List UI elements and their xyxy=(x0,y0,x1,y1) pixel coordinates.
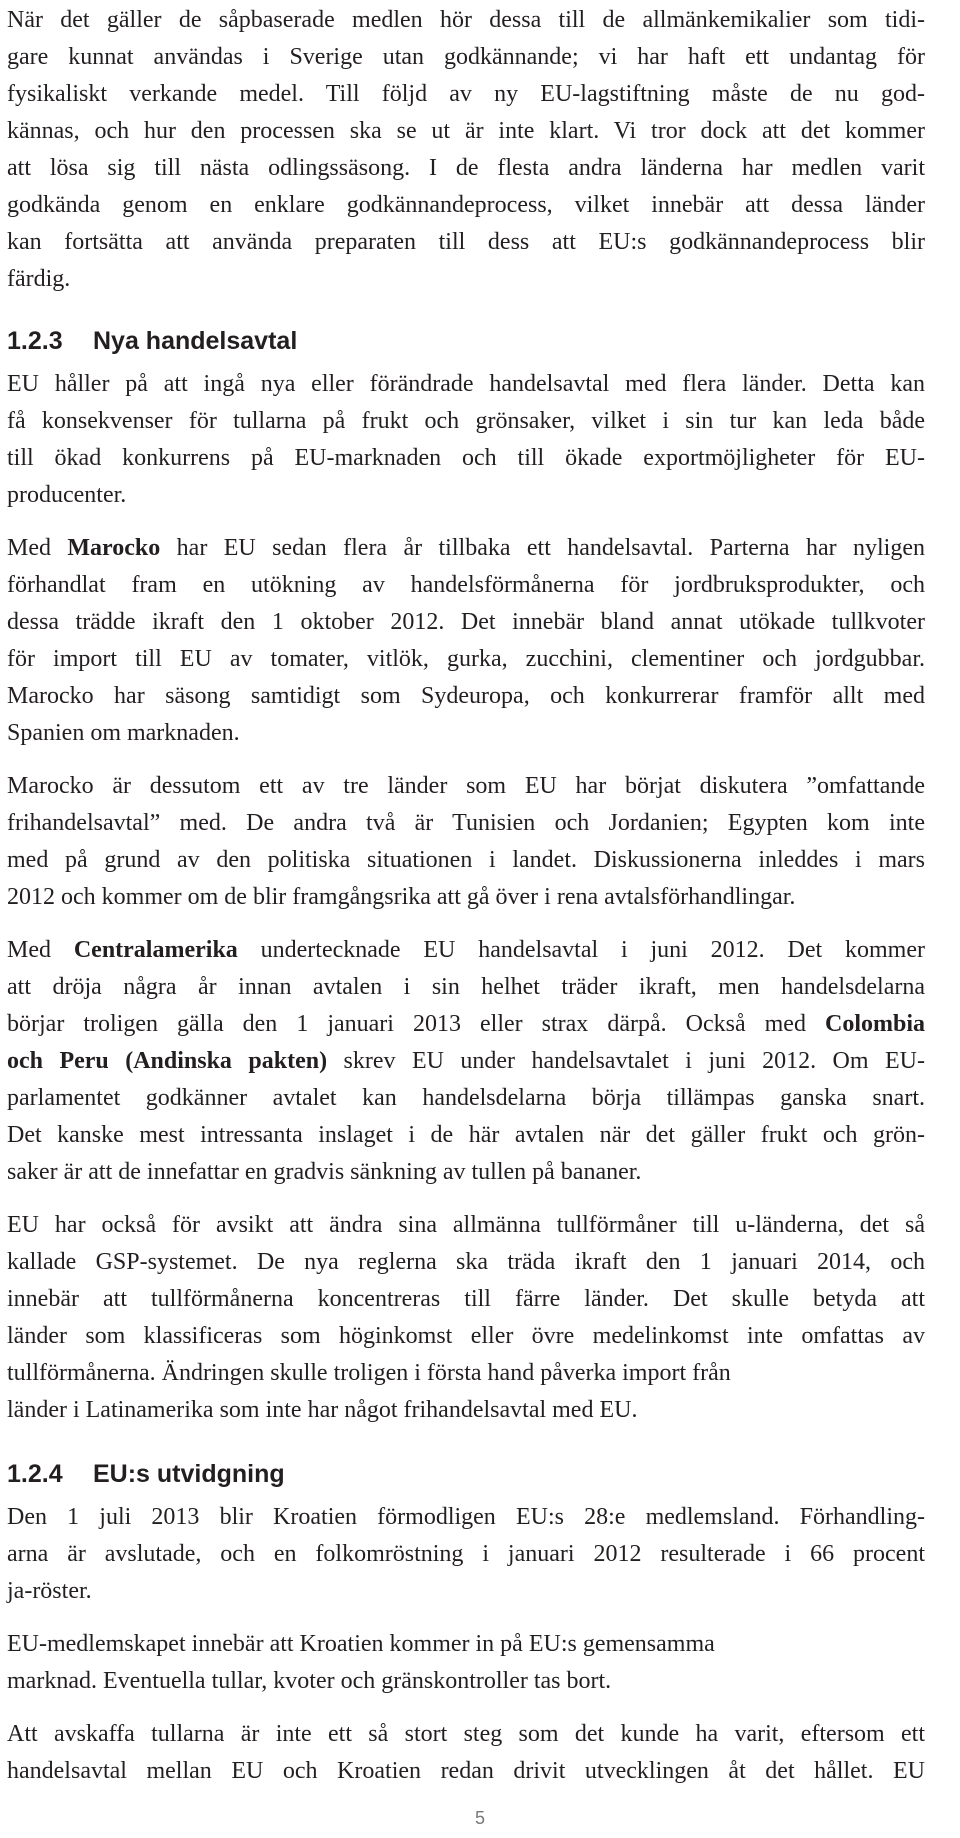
text-line: saker är att de innefattar en gradvis sänkning av tullen på bananer. xyxy=(7,1159,642,1185)
text-line: förhandlat fram en utökning av handelsförmånerna för jordbruksprodukter, och xyxy=(7,572,925,598)
text-line: innebär att tullförmånerna koncentreras till färre länder. Det skulle betyda att xyxy=(7,1286,925,1312)
text-line: marknad. Eventuella tullar, kvoter och gränskontroller tas bort. xyxy=(7,1668,612,1694)
text-line xyxy=(7,1043,925,1080)
section-number: 1.2.4 xyxy=(7,1460,63,1488)
text-line: färdig. xyxy=(7,266,71,292)
text-line: dessa trädde ikraft den 1 oktober 2012. Det innebär bland annat utökade tullkvoter xyxy=(7,609,925,635)
paragraph xyxy=(7,1499,925,1610)
text-line: kan fortsätta att använda preparaten till dess att EU:s godkännandeprocess blir xyxy=(7,229,925,255)
text-line: producenter. xyxy=(7,482,127,508)
text-line: godkända genom en enklare godkännandeprocess, vilket innebär att dessa länder xyxy=(7,192,925,218)
text-run: skrev EU under handelsavtalet i juni 2012. Om EU- xyxy=(327,1048,925,1074)
text-line: 2012 och kommer om de blir framgångsrika att gå över i rena avtalsförhandlingar. xyxy=(7,884,796,910)
text-line: tullförmånerna. Ändringen skulle troligen i första hand påverka import från xyxy=(7,1360,731,1386)
text-line: EU-medlemskapet innebär att Kroatien kommer in på EU:s gemensamma xyxy=(7,1631,715,1657)
text-line: ja-röster. xyxy=(7,1578,92,1604)
text-line: Spanien om marknaden. xyxy=(7,720,240,746)
text-line: arna är avslutade, och en folkomröstning i januari 2012 resulterade i 66 procent xyxy=(7,1541,925,1567)
text-run: har EU sedan flera år tillbaka ett handelsavtal. Parterna har nyligen xyxy=(160,535,925,561)
text-run: undertecknade EU handelsavtal i juni 2012. Det kommer xyxy=(237,937,925,963)
text-run: Med xyxy=(7,937,74,963)
text-line xyxy=(7,530,925,567)
text-line: frihandelsavtal” med. De andra två är Tunisien och Jordanien; Egypten kom inte xyxy=(7,810,925,836)
text-line: att lösa sig till nästa odlingssäsong. I de flesta andra länderna har medlen varit xyxy=(7,155,925,181)
paragraph xyxy=(7,1207,925,1429)
paragraph xyxy=(7,932,925,1191)
text-line: Den 1 juli 2013 blir Kroatien förmodligen EU:s 28:e medlemsland. Förhandling- xyxy=(7,1504,925,1530)
country-name: Marocko xyxy=(67,535,161,561)
text-line: länder som klassificeras som höginkomst eller övre medelinkomst inte omfattas av xyxy=(7,1323,925,1349)
text-line: När det gäller de såpbaserade medlen hör dessa till de allmänkemikalier som tidi- xyxy=(7,7,925,33)
paragraph xyxy=(7,2,925,298)
paragraph xyxy=(7,768,925,916)
text-line: handelsavtal mellan EU och Kroatien redan drivit utvecklingen åt det hållet. EU xyxy=(7,1758,925,1784)
text-line: EU håller på att ingå nya eller förändrade handelsavtal med flera länder. Detta kan xyxy=(7,371,925,397)
section-heading xyxy=(7,1459,925,1489)
text-line: länder i Latinamerika som inte har något frihandelsavtal med EU. xyxy=(7,1397,638,1423)
paragraph xyxy=(7,1716,925,1790)
page-number: 5 xyxy=(474,1808,485,1828)
text-line: kallade GSP-systemet. De nya reglerna ska träda ikraft den 1 januari 2014, och xyxy=(7,1249,925,1275)
section-number: 1.2.3 xyxy=(7,327,63,355)
paragraph xyxy=(7,530,925,752)
document-page xyxy=(7,0,925,1790)
section-title: Nya handelsavtal xyxy=(93,327,298,355)
text-line: Marocko har säsong samtidigt som Sydeuropa, och konkurrerar framför allt med xyxy=(7,683,925,709)
text-line: för import till EU av tomater, vitlök, gurka, zucchini, clementiner och jordgubbar. xyxy=(7,646,925,672)
text-line: Att avskaffa tullarna är inte ett så stort steg som det kunde ha varit, eftersom ett xyxy=(7,1721,925,1747)
country-name: och Peru (Andinska pakten) xyxy=(7,1048,328,1074)
text-line: fysikaliskt verkande medel. Till följd av ny EU-lagstiftning måste de nu god- xyxy=(7,81,925,107)
text-line xyxy=(7,1006,925,1043)
region-name: Centralamerika xyxy=(73,937,238,963)
paragraph xyxy=(7,1626,925,1700)
text-line: EU har också för avsikt att ändra sina allmänna tullförmåner till u-länderna, det så xyxy=(7,1212,925,1238)
text-line: få konsekvenser för tullarna på frukt och grönsaker, vilket i sin tur kan leda både xyxy=(7,408,925,434)
text-run: Med xyxy=(7,535,68,561)
text-line: till ökad konkurrens på EU-marknaden och till ökade exportmöjligheter för EU- xyxy=(7,445,925,471)
text-line: Marocko är dessutom ett av tre länder som EU har börjat diskutera ”omfattande xyxy=(7,773,925,799)
country-name: Colombia xyxy=(824,1011,925,1037)
paragraph xyxy=(7,366,925,514)
text-line: att dröja några år innan avtalen i sin helhet träder ikraft, men handelsdelarna xyxy=(7,974,925,1000)
text-line: parlamentet godkänner avtalet kan handelsdelarna börja tillämpas ganska snart. xyxy=(7,1085,925,1111)
text-line: med på grund av den politiska situationen i landet. Diskussionerna inleddes i mars xyxy=(7,847,925,873)
text-line xyxy=(7,932,925,969)
text-line: kännas, och hur den processen ska se ut är inte klart. Vi tror dock att det kommer xyxy=(7,118,925,144)
section-heading xyxy=(7,326,925,356)
section-title: EU:s utvidgning xyxy=(93,1460,285,1488)
text-run: börjar troligen gälla den 1 januari 2013 eller strax därpå. Också med xyxy=(7,1011,825,1037)
text-line: gare kunnat användas i Sverige utan godkännande; vi har haft ett undantag för xyxy=(7,44,925,70)
text-line: Det kanske mest intressanta inslaget i de här avtalen när det gäller frukt och grön- xyxy=(7,1122,925,1148)
